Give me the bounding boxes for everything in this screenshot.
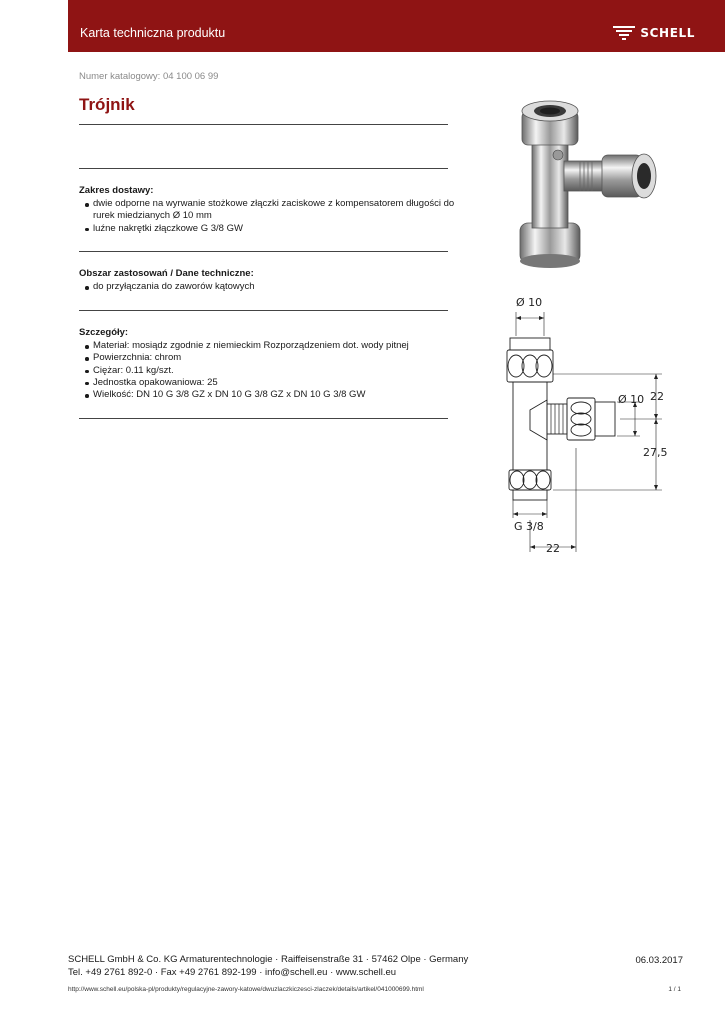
list-item: Powierzchnia: chrom — [79, 352, 459, 364]
divider — [79, 168, 448, 169]
footer-url[interactable]: http://www.schell.eu/polska-pl/produkty/regulacyjne-zawory-katowe/dwuzlaczkiczesci-zlaczek/details/artikel/041000699.html — [68, 986, 424, 993]
header-title: Karta techniczna produktu — [80, 26, 226, 40]
dim-22-horizontal: 22 — [546, 542, 560, 555]
list-item: Materiał: mosiądz zgodnie z niemieckim Rozporządzeniem dot. wody pitnej — [79, 340, 459, 352]
catalog-number: Numer katalogowy: 04 100 06 99 — [79, 71, 219, 82]
list-item: Jednostka opakowaniowa: 25 — [79, 377, 459, 389]
section-heading: Zakres dostawy: — [79, 185, 154, 196]
product-photo — [506, 93, 666, 273]
schell-logo — [612, 24, 695, 42]
footer-page-number: 1 / 1 — [668, 986, 681, 993]
section-delivery — [79, 185, 459, 235]
dim-right-diameter: Ø 10 — [618, 393, 645, 406]
section-heading: Szczegóły: — [79, 327, 129, 338]
divider — [79, 251, 448, 252]
list-item: do przyłączania do zaworów kątowych — [79, 281, 459, 293]
schell-logo-icon — [612, 25, 636, 41]
technical-drawing — [480, 290, 680, 560]
footer-company-line1: SCHELL GmbH & Co. KG Armaturentechnologie · Raiffeisenstraße 31 · 57462 Olpe · Germany — [68, 954, 469, 965]
divider — [79, 310, 448, 311]
footer-date: 06.03.2017 — [635, 955, 683, 966]
divider — [79, 418, 448, 419]
section-application — [79, 268, 459, 293]
footer-company — [68, 953, 468, 979]
list-item: rurek miedzianych Ø 10 mm — [93, 210, 212, 222]
product-title: Trójnik — [79, 95, 135, 114]
footer-company-line2: Tel. +49 2761 892-0 · Fax +49 2761 892-199 · info@schell.eu · www.schell.eu — [68, 967, 397, 978]
list-item: luźne nakrętki złączkowe G 3/8 GW — [79, 223, 459, 235]
divider — [79, 124, 448, 125]
dim-top-diameter: Ø 10 — [516, 296, 543, 309]
section-details — [79, 327, 459, 401]
header-bar — [68, 0, 725, 52]
dim-22-vertical: 22 — [650, 390, 664, 403]
section-heading: Obszar zastosowań / Dane techniczne: — [79, 268, 254, 279]
list-item: Wielkość: DN 10 G 3/8 GZ x DN 10 G 3/8 GZ x DN 10 G 3/8 GW — [79, 389, 459, 401]
dim-27-5: 27,5 — [643, 446, 668, 459]
list-item: Ciężar: 0.11 kg/szt. — [79, 365, 459, 377]
list-item: dwie odporne na wyrwanie stożkowe złączki zaciskowe z kompensatorem długości do — [79, 198, 459, 210]
brand-name: SCHELL — [640, 26, 695, 40]
dim-thread: G 3/8 — [514, 520, 544, 533]
